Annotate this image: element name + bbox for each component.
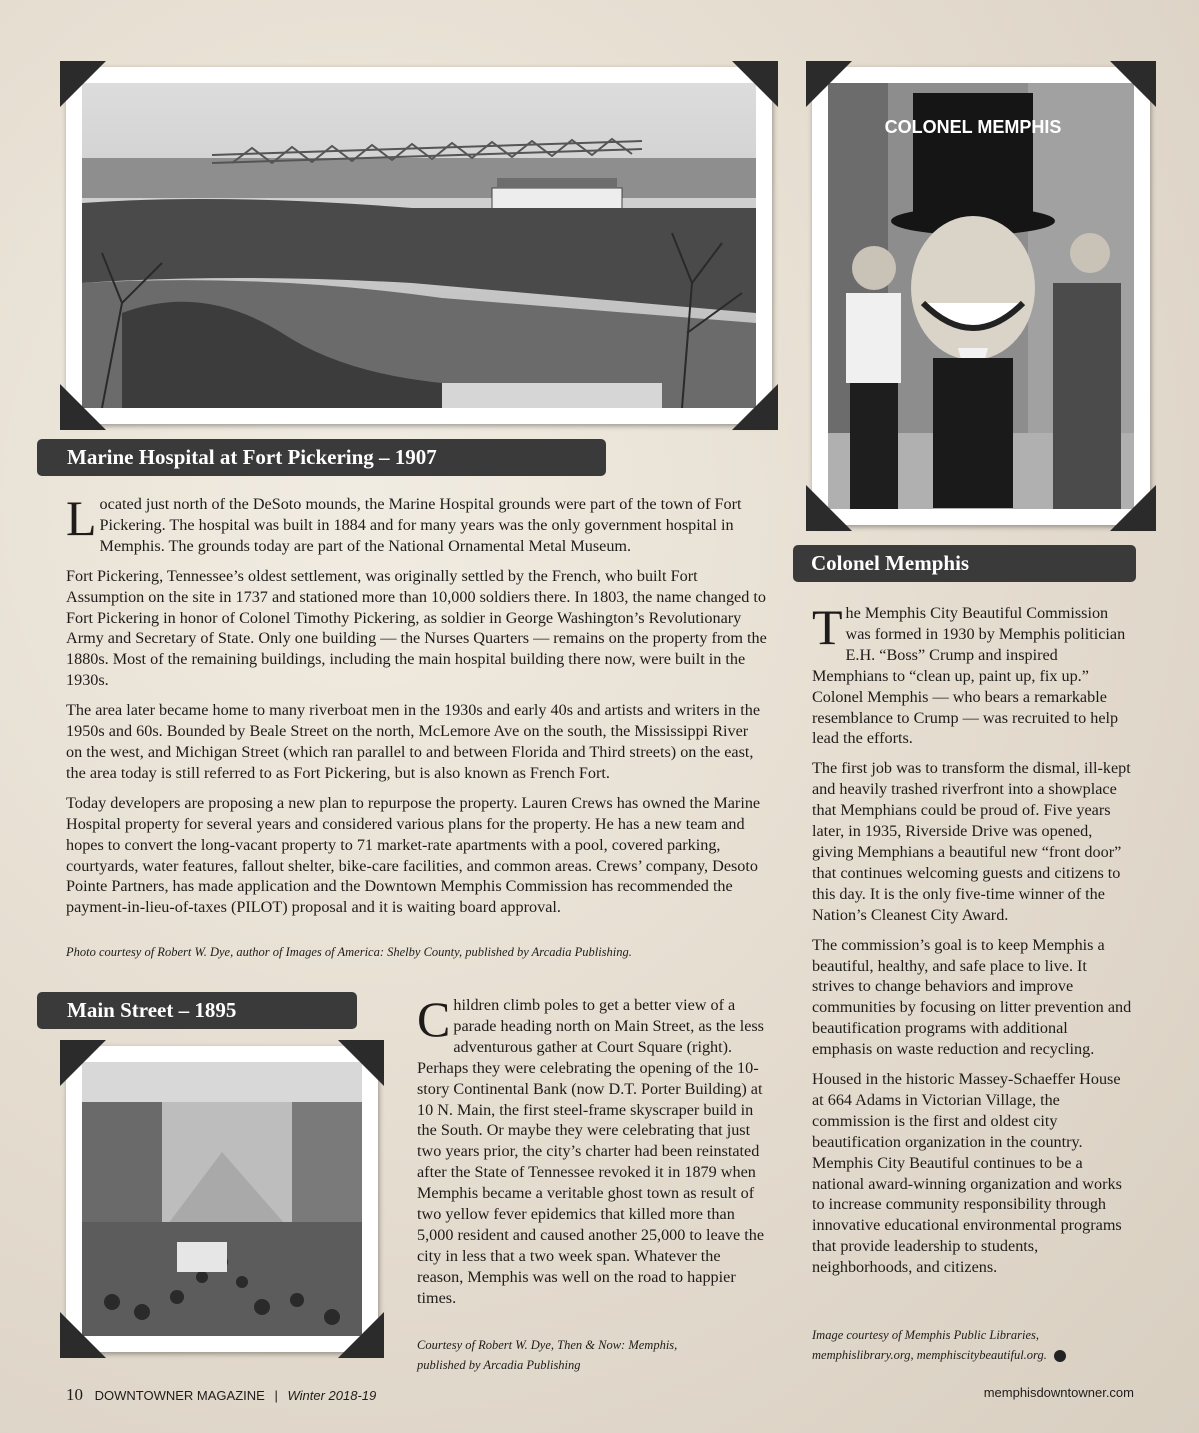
colonel-heading: Colonel Memphis — [793, 545, 1136, 582]
page-number: 10 — [66, 1385, 83, 1404]
main-street-paragraph: Children climb poles to get a better view of a parade heading north on Main Street, as the less adventurous gather at Court Square (right). Perhaps they were celebrating the opening of the 10-story Continental Bank (now D.T. Porter Building) at 10 N. Main, the first steel-frame skyscraper build in the South. Or maybe they were celebrating that just two years prior, the city’s charter had been reinstated after the State of Tennessee revoked it in 1879 when Memphis became a veritable ghost town as result of two yellow fever epidemics that killed more than 5,000 resident and caused another 25,000 to leave the city in less that a two week span. Whatever the reason, Memphis was well on the road to happier times. — [417, 991, 765, 1307]
marine-heading: Marine Hospital at Fort Pickering – 1907 — [37, 439, 606, 476]
marine-dropcap: L — [66, 490, 97, 546]
colonel-paragraph-2: The first job was to transform the dismal, ill-kept and heavily trashed riverfront into a showplace that Memphians could be proud of. Five years later, in 1935, Riverside Drive was opened, giving Memphians a beautiful new “front door” that continues welcoming guests and citizens to this day. It is the only five-time winner of the Nation’s Cleanest City Award. — [812, 759, 1131, 924]
main-street-article — [417, 991, 769, 1318]
marine-credit: Photo courtesy of Robert W. Dye, author of Images of America: Shelby County, published by Arcadia Publishing. — [66, 945, 632, 959]
marine-paragraph-2: Fort Pickering, Tennessee’s oldest settlement, was originally settled by the French, who built Fort Assumption on the site in 1737 and stationed more than 10,000 soldiers there. In 1803, the name changed to Fort Pickering in honor of Colonel Timothy Pickering, as soldier in George Washington’s Revolutionary Army and Secretary of State. Only one building — the Nurses Quarters — remains on the property from the 1880s. Most of the remaining buildings, including the main hospital building there now, were built in the 1930s. — [66, 566, 767, 690]
page-footer — [66, 1385, 1134, 1407]
marine-hospital-image — [82, 83, 756, 408]
colonel-credit: Image courtesy of Memphis Public Libraries, memphislibrary.org, memphiscitybeautiful.org. — [812, 1325, 1122, 1365]
marine-paragraph-4: Today developers are proposing a new plan to repurpose the property. Lauren Crews has owned the Marine Hospital property for several years and considered various plans for the property. He has a new team and hopes to convert the long-vacant property to 71 market-rate apartments with a pool, covered parking, courtyards, water features, fallout shelter, bike-care facilities, and common areas. Crews’ company, Desoto Pointe Partners, has made application and the Downtown Memphis Commission has recommended the payment-in-lieu-of-taxes (PILOT) proposal and it is waiting board approval. — [66, 793, 761, 917]
main-street-heading: Main Street – 1895 — [37, 992, 357, 1029]
colonel-memphis-photo — [812, 67, 1150, 525]
marine-article — [66, 490, 768, 927]
main-street-credit: Courtesy of Robert W. Dye, Then & Now: Memphis, published by Arcadia Publishing — [417, 1338, 678, 1372]
marine-paragraph-1: Located just north of the DeSoto mounds, the Marine Hospital grounds were part of the town of Fort Pickering. The hospital was built in 1884 and for many years was the only government hospital in Memphis. The grounds today are part of the National Ornamental Metal Museum. — [66, 490, 742, 555]
main-street-photo — [66, 1046, 378, 1352]
colonel-paragraph-1: The Memphis City Beautiful Commission was formed in 1930 by Memphis politician E.H. “Boss” Crump and inspired Memphians to “clean up, paint up, fix up.” Colonel Memphis — who bears a remarkable resemblance to Crump — was recruited to help lead the efforts. — [812, 599, 1126, 748]
colonel-article — [812, 599, 1132, 1287]
main-street-dropcap: C — [417, 991, 451, 1047]
website-url[interactable]: memphisdowntowner.com — [983, 1385, 1134, 1400]
main-street-image — [82, 1062, 362, 1336]
marine-paragraph-3: The area later became home to many riverboat men in the 1930s and early 40s and artists and writers in the 1950s and 60s. Bounded by Beale Street on the north, McLemore Ave on the south, the Mississippi River on the west, and Michigan Street (which ran parallel to and between Florida and Third streets) on the east, the area today is still referred to as Fort Pickering, but is also known as French Fort. — [66, 701, 761, 782]
colonel-memphis-image — [828, 83, 1134, 509]
colonel-paragraph-3: The commission’s goal is to keep Memphis a beautiful, healthy, and safe place to live. It strives to change behaviors and improve communities by focusing on litter prevention and beautification programs with additional emphasis on waste reduction and recycling. — [812, 935, 1132, 1059]
marine-hospital-photo — [66, 67, 772, 424]
end-mark-icon — [1054, 1350, 1066, 1362]
colonel-paragraph-4: Housed in the historic Massey-Schaeffer House at 664 Adams in Victorian Village, the commission is the first and oldest city beautification organization in the country. Memphis City Beautiful continues to be a national award-winning organization and works to increase community responsibility through innovative educational environmental programs that provide leadership to students, neighborhoods, and citizens. — [812, 1070, 1122, 1277]
hat-lettering: COLONEL MEMPHIS — [884, 117, 1062, 137]
issue-date: Winter 2018-19 — [287, 1388, 377, 1403]
colonel-dropcap: T — [812, 599, 843, 655]
magazine-name: DOWNTOWNER MAGAZINE — [94, 1388, 265, 1403]
footer-separator: | — [274, 1388, 278, 1403]
